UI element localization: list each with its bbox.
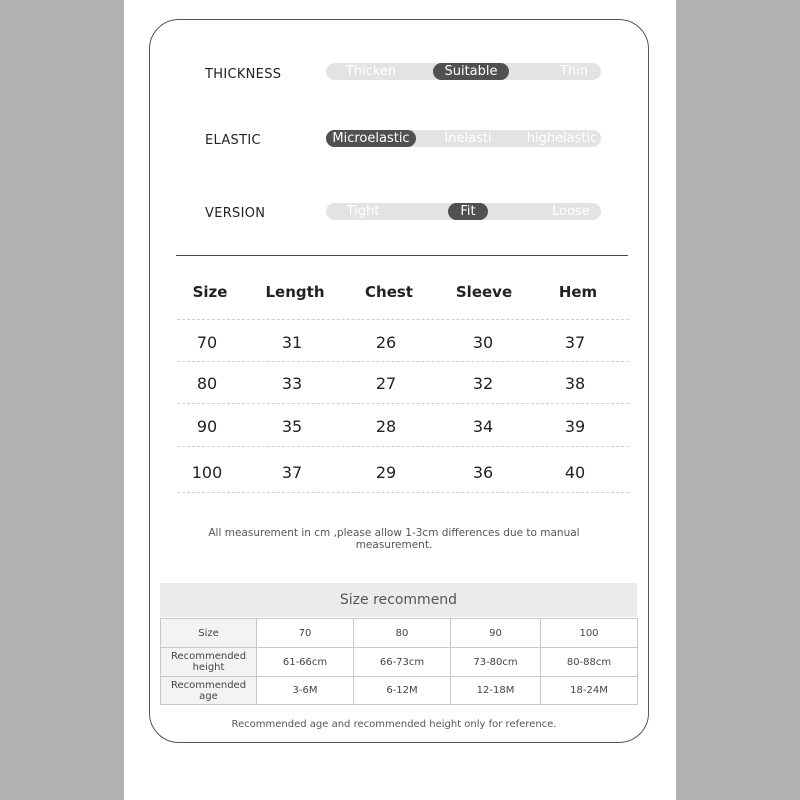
table-cell: 73-80cm xyxy=(451,648,541,677)
version-label: VERSION xyxy=(205,206,266,221)
row-divider xyxy=(177,446,629,447)
table-cell: 12-18M xyxy=(451,677,541,705)
elastic-option-microelastic: Microelastic xyxy=(326,130,416,147)
version-option-fit: Fit xyxy=(448,203,488,220)
row-label-height: Recommended height xyxy=(161,648,257,677)
elastic-option-highelastic: highelastic xyxy=(526,131,598,146)
col-header-size: Size xyxy=(192,283,228,301)
table-cell: 80 xyxy=(354,619,451,648)
table-cell: 70 xyxy=(257,619,354,648)
row-divider xyxy=(177,492,629,493)
size-recommend-table xyxy=(160,618,637,705)
version-option-loose: Loose xyxy=(552,204,590,219)
table-cell: 18-24M xyxy=(541,677,638,705)
table-cell: 39 xyxy=(564,417,586,436)
row-divider xyxy=(177,319,629,320)
col-header-hem: Hem xyxy=(558,283,598,301)
elastic-label: ELASTIC xyxy=(205,133,261,148)
elastic-option-inelasti: Inelasti xyxy=(444,131,492,146)
version-scale xyxy=(326,203,601,220)
reference-footnote: Recommended age and recommended height only for reference. xyxy=(231,719,557,730)
table-cell: 37 xyxy=(564,333,586,352)
table-cell: 40 xyxy=(564,463,586,482)
table-cell: 35 xyxy=(281,417,303,436)
row-divider xyxy=(177,403,629,404)
row-divider xyxy=(177,361,629,362)
version-option-tight: Tight xyxy=(346,204,380,219)
table-cell: 100 xyxy=(541,619,638,648)
elastic-scale xyxy=(326,130,601,147)
table-cell: 3-6M xyxy=(257,677,354,705)
measurement-note: All measurement in cm ,please allow 1-3cm differences due to manual measurement. xyxy=(208,527,580,551)
table-cell: 37 xyxy=(281,463,303,482)
table-row xyxy=(161,677,638,705)
table-cell: 61-66cm xyxy=(257,648,354,677)
table-cell: 66-73cm xyxy=(354,648,451,677)
table-cell: 32 xyxy=(472,374,494,393)
table-cell: 28 xyxy=(375,417,397,436)
table-cell: 26 xyxy=(375,333,397,352)
col-header-sleeve: Sleeve xyxy=(455,283,513,301)
col-header-chest: Chest xyxy=(365,283,413,301)
table-cell: 29 xyxy=(375,463,397,482)
table-cell: 80 xyxy=(196,374,218,393)
table-cell: 34 xyxy=(472,417,494,436)
table-row xyxy=(161,648,638,677)
table-cell: 70 xyxy=(196,333,218,352)
thickness-label: THICKNESS xyxy=(205,67,282,82)
table-cell: 100 xyxy=(191,463,223,482)
table-cell: 31 xyxy=(281,333,303,352)
table-cell: 33 xyxy=(281,374,303,393)
thickness-option-suitable: Suitable xyxy=(433,63,509,80)
table-cell: 27 xyxy=(375,374,397,393)
table-cell: 38 xyxy=(564,374,586,393)
row-label-size: Size xyxy=(161,619,257,648)
thickness-scale xyxy=(326,63,601,80)
table-cell: 80-88cm xyxy=(541,648,638,677)
section-divider xyxy=(176,255,628,256)
table-cell: 36 xyxy=(472,463,494,482)
thickness-option-thin: Thin xyxy=(559,64,589,79)
col-header-length: Length xyxy=(265,283,325,301)
thickness-option-thicken: Thicken xyxy=(345,64,397,79)
table-cell: 90 xyxy=(451,619,541,648)
table-row xyxy=(161,619,638,648)
table-cell: 6-12M xyxy=(354,677,451,705)
row-label-age: Recommended age xyxy=(161,677,257,705)
table-cell: 30 xyxy=(472,333,494,352)
table-cell: 90 xyxy=(196,417,218,436)
size-recommend-title: Size recommend xyxy=(160,583,637,617)
